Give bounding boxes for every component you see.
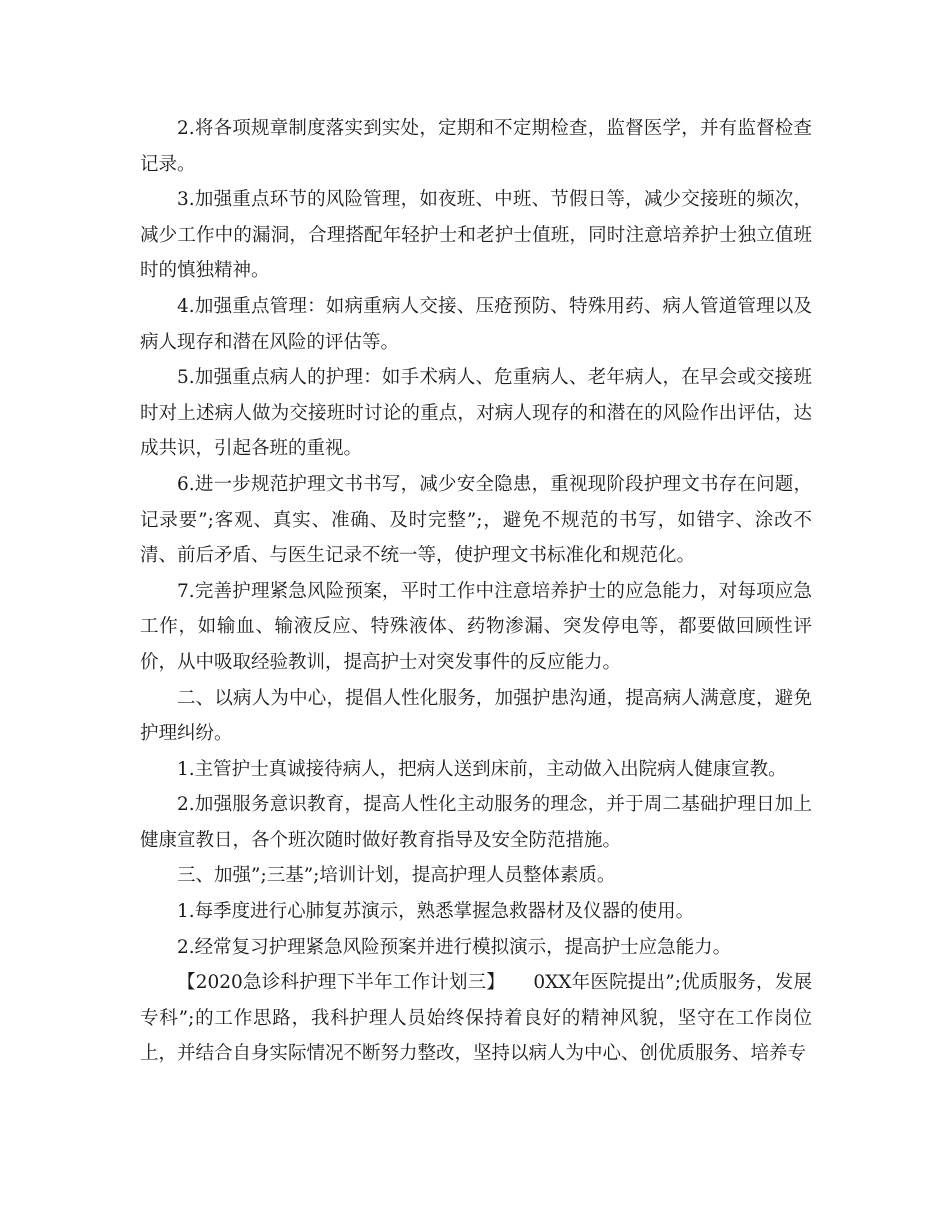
paragraph-item-2: 2.将各项规章制度落实到实处，定期和不定期检查，监督医学，并有监督检查记录。	[140, 118, 812, 175]
paragraph-item-6: 6.进一步规范护理文书书写，减少安全隐患，重视现阶段护理文书存在问题，记录要”;客观、真实、准确、及时完整”;，避免不规范的书写，如错字、涂改不清、前后矛盾、与医生记录不统一等，使护理文书标准化和规范化。	[140, 473, 812, 567]
paragraph-item-7: 7.完善护理紧急风险预案，平时工作中注意培养护士的应急能力，对每项应急工作，如输血、输液反应、特殊液体、药物渗漏、突发停电等，都要做回顾性评价，从中吸取经验教训，提高护士对突发事件的反应能力。	[140, 580, 812, 673]
section-heading-2: 二、以病人为中心，提倡人性化服务，加强护患沟通，提高病人满意度，避免护理纠纷。	[140, 687, 812, 745]
paragraph-item-2-1: 1.主管护士真诚接待病人，把病人送到床前，主动做入出院病人健康宣教。	[177, 758, 787, 780]
document-body	[140, 111, 812, 1072]
paragraph-item-3: 3.加强重点环节的风险管理，如夜班、中班、节假日等，减少交接班的频次，减少工作中的漏洞，合理搭配年轻护士和老护士值班，同时注意培养护士独立值班时的慎独精神。	[140, 189, 812, 282]
paragraph-item-5: 5.加强重点病人的护理：如手术病人、危重病人、老年病人，在早会或交接班时对上述病人做为交接班时讨论的重点，对病人现存的和潜在的风险作出评估，达成共识，引起各班的重视。	[140, 367, 812, 460]
paragraph-item-2-2: 2.加强服务意识教育，提高人性化主动服务的理念，并于周二基础护理日加上健康宣教日，各个班次随时做好教育指导及安全防范措施。	[140, 794, 812, 851]
section-heading-3: 三、加强”;三基”;培训计划，提高护理人员整体素质。	[177, 865, 616, 887]
paragraph-item-3-1: 1.每季度进行心肺复苏演示，熟悉掌握急救器材及仪器的使用。	[177, 901, 695, 923]
paragraph-item-3-2: 2.经常复习护理紧急风险预案并进行模拟演示，提高护士应急能力。	[177, 936, 732, 958]
paragraph-item-4: 4.加强重点管理：如病重病人交接、压疮预防、特殊用药、病人管道管理以及病人现存和潜在风险的评估等。	[140, 295, 812, 353]
plan-three-intro: 【2020急诊科护理下半年工作计划三】 0XX年医院提出”;优质服务，发展专科”;的工作思路，我科护理人员始终保持着良好的精神风貌，坚守在工作岗位上，并结合自身实际情况不断努力整改，坚持以病人为中心、创优质服务、培养专	[140, 972, 812, 1065]
